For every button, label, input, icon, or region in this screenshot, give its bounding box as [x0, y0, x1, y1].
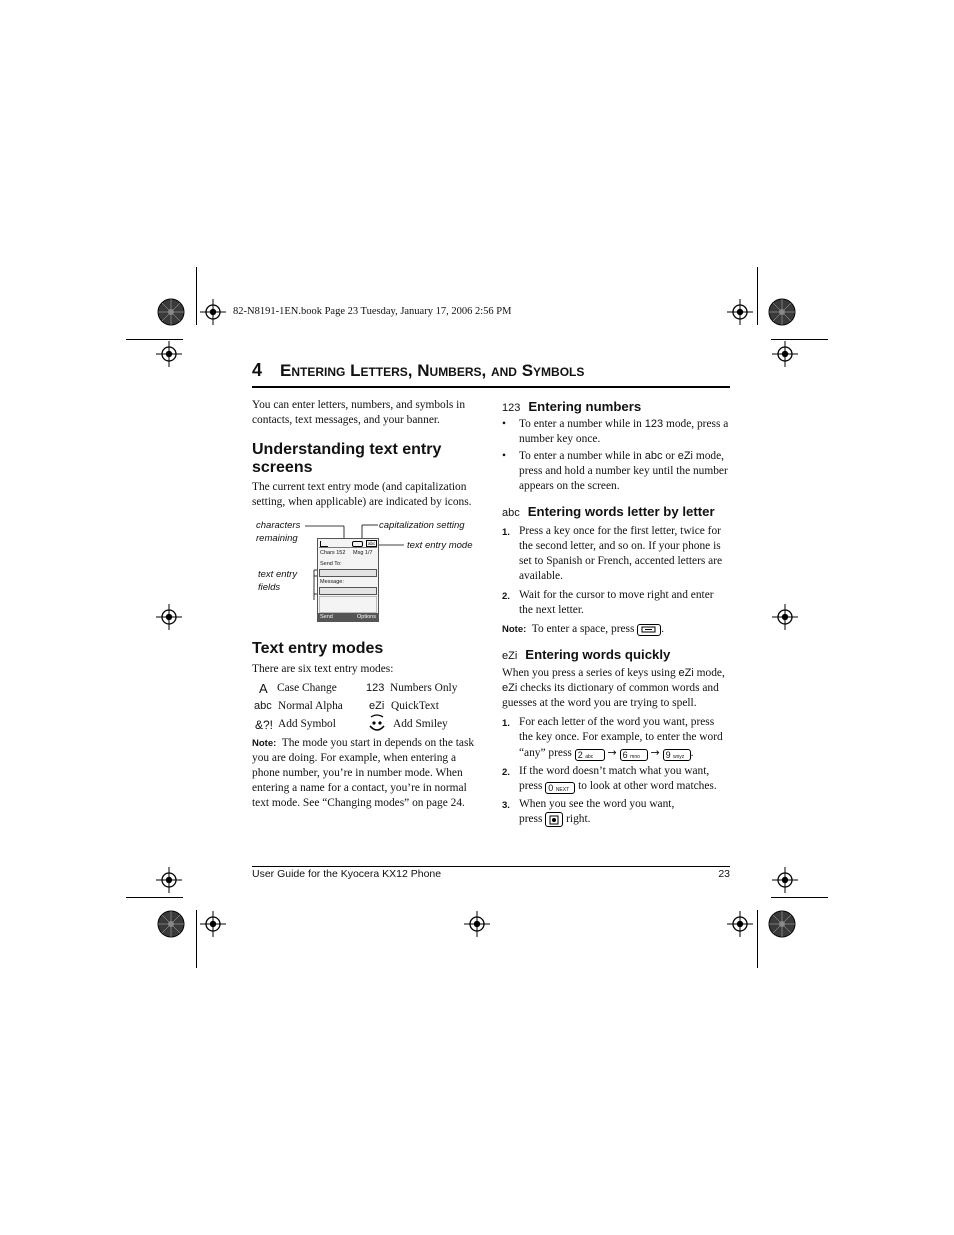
letters-heading: Entering words letter by letter: [527, 504, 715, 519]
message-field[interactable]: [319, 587, 377, 595]
mode-label-normal-alpha: Normal Alpha: [278, 700, 343, 712]
numbers-only-icon: 123: [366, 682, 385, 694]
numbers-bullet-2: • To enter a number while in abc or eZi mode, press and hold a number key until the number appears on the screen.: [502, 450, 728, 492]
key-0-next-icon: 0 NEXT: [545, 782, 575, 794]
understanding-heading: Understanding text entry screens: [252, 441, 442, 476]
send-to-field[interactable]: [319, 569, 377, 577]
signal-icon: [320, 541, 328, 547]
letters-step-1: 1. Press a key once for the first letter, twice for the second letter, and so on. If your phone is set to Spanish or French, accented letters are available.: [502, 525, 723, 582]
softkey-bar: [318, 613, 378, 621]
navigation-key-icon: [545, 812, 563, 827]
chapter-title: Entering Letters, Numbers, and Symbols: [280, 361, 585, 380]
numbers-section-heading: [502, 398, 641, 416]
callout-capitalization: capitalization setting: [379, 520, 465, 531]
modes-note: Note: The mode you start in depends on the task you are doing. For example, when entering a phone number, you’re in number mode. When entering a name for a contact, you’re in normal text mode. See “Changing modes” on page 24.: [252, 737, 475, 809]
space-key-icon: [637, 624, 661, 636]
phone-screen: [317, 538, 379, 622]
quick-step-3: 3. When you see the word you want, press right.: [502, 798, 675, 825]
letters-note: Note: To enter a space, press .: [502, 623, 665, 635]
mode-label-quicktext: QuickText: [391, 700, 439, 712]
quick-mode-icon: eZi: [502, 650, 518, 662]
numbers-bullet-1: • To enter a number while in 123 mode, press a number key once.: [502, 418, 729, 445]
chapter-rule: [252, 386, 730, 388]
key-2-icon: 2 abc: [575, 749, 605, 761]
quick-section-heading: [502, 646, 670, 664]
letters-step-2: 2. Wait for the cursor to move right and enter the next letter.: [502, 589, 714, 616]
numbers-heading: Entering numbers: [528, 399, 642, 414]
understanding-body: The current text entry mode (and capitalization setting, when applicable) are indicated by icons.: [252, 481, 472, 508]
letters-section-heading: [502, 503, 715, 521]
mode-label-add-smiley: Add Smiley: [393, 718, 448, 730]
key-9-icon: 9 wxyz: [663, 749, 691, 761]
callout-characters-remaining: characters remaining: [256, 520, 301, 544]
footer-rule: [252, 866, 730, 867]
normal-alpha-icon: abc: [254, 700, 272, 712]
case-change-icon: A: [259, 681, 268, 696]
quicktext-icon-inline-3: eZi: [502, 682, 518, 694]
modes-intro: There are six text entry modes:: [252, 663, 394, 675]
chars-remaining: Chars 152: [320, 550, 346, 556]
message-count: Msg 1/7: [353, 550, 373, 556]
quicktext-icon: eZi: [369, 700, 385, 712]
quick-step-2: 2. If the word doesn’t match what you want, press 0 NEXT to look at other word matches.: [502, 765, 717, 793]
quick-heading: Entering words quickly: [525, 647, 671, 662]
footer-title: User Guide for the Kyocera KX12 Phone: [252, 868, 442, 880]
send-to-label: Send To:: [320, 561, 342, 567]
text-mode-icon: [352, 541, 363, 547]
key-6-icon: 6 mno: [620, 749, 648, 761]
file-stamp: 82-N8191-1EN.book Page 23 Tuesday, January 17, 2006 2:56 PM: [233, 306, 512, 317]
letters-mode-icon: abc: [502, 507, 520, 519]
callout-text-entry-mode: text entry mode: [407, 540, 473, 551]
chapter-number: 4: [252, 360, 263, 380]
quicktext-icon-inline: eZi: [677, 450, 693, 462]
callout-text-entry-fields: text entry fields: [258, 569, 298, 593]
normal-alpha-icon-inline: abc: [644, 450, 663, 462]
page-number: 23: [718, 868, 730, 880]
message-body-field[interactable]: [319, 596, 377, 613]
mode-label-add-symbol: Add Symbol: [278, 718, 336, 730]
softkey-options[interactable]: Options: [357, 614, 376, 620]
intro-paragraph: You can enter letters, numbers, and symbols in contacts, text messages, and your banner.: [252, 399, 466, 426]
smiley-icon: [368, 714, 386, 734]
chapter-heading: [252, 360, 730, 381]
quicktext-icon-inline-2: eZi: [678, 667, 694, 679]
modes-heading: Text entry modes: [252, 640, 384, 657]
mode-label-numbers-only: Numbers Only: [390, 682, 458, 694]
softkey-send[interactable]: Send: [320, 614, 333, 620]
numbers-mode-icon-inline: 123: [644, 418, 664, 430]
arrow-icon: →: [607, 746, 617, 759]
quick-intro: When you press a series of keys using eZi mode, eZi checks its dictionary of common words and guesses at the word you are trying to spell.: [502, 667, 725, 709]
arrow-icon: →: [650, 746, 660, 759]
add-symbol-icon: &?!: [255, 718, 274, 732]
status-bar: [319, 540, 377, 548]
message-label: Message:: [320, 579, 344, 585]
capitalization-icon: abc: [368, 541, 376, 546]
quick-step-1: 1. For each letter of the word you want, press the key once. For example, to enter the word “any” press 2 abc → 6 mno → 9 wxyz .: [502, 716, 723, 760]
mode-label-case-change: Case Change: [277, 682, 337, 694]
numbers-mode-icon: 123: [502, 402, 521, 414]
